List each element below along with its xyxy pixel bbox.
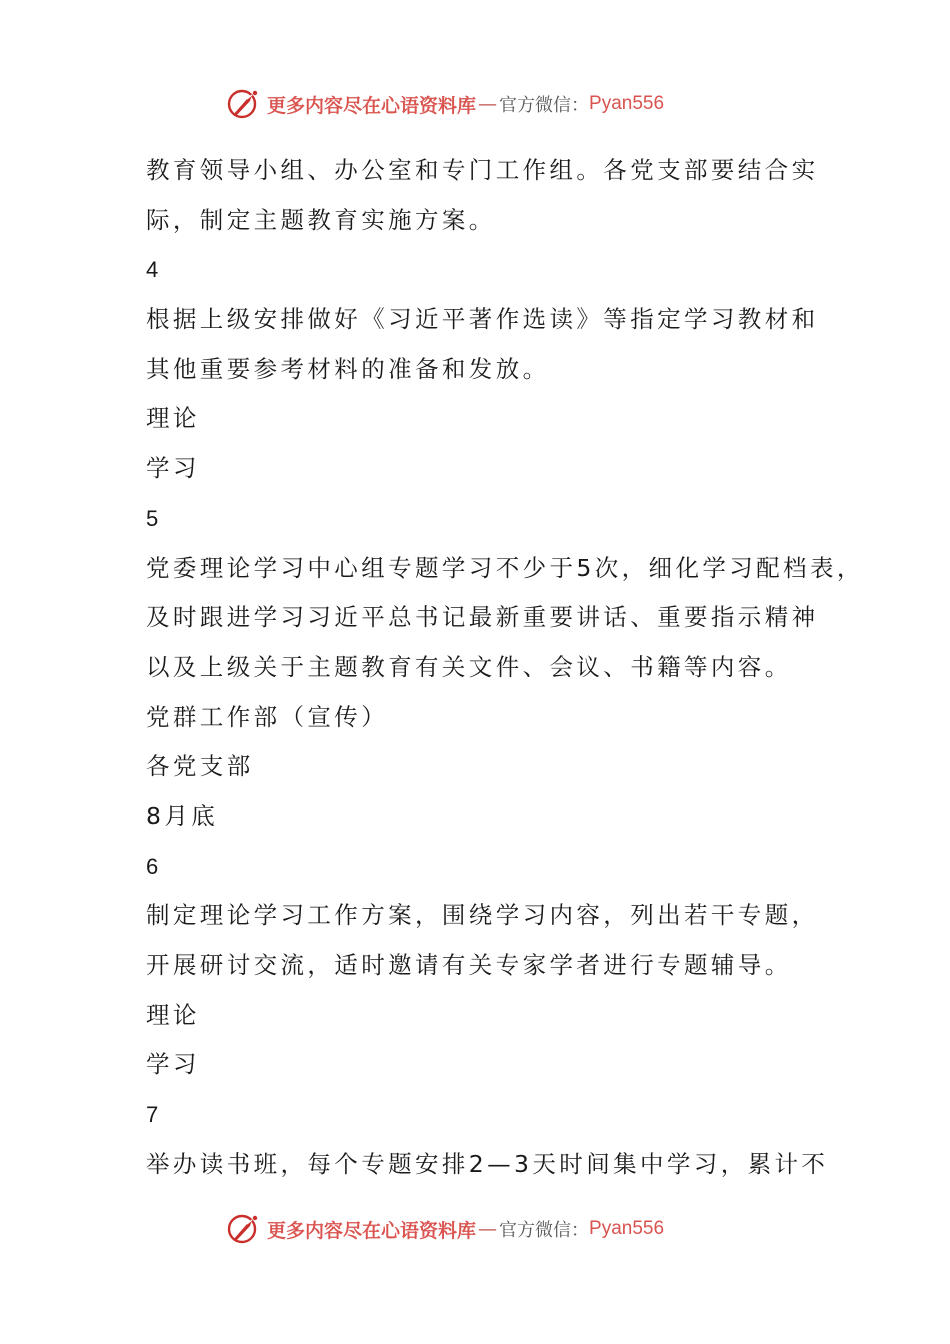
watermark-dash: — [478, 1218, 498, 1240]
watermark-wechat-id: Pyan556 [589, 93, 665, 114]
body-line: 制定理论学习工作方案，围绕学习内容，列出若干专题， [146, 901, 819, 930]
body-line: 开展研讨交流，适时邀请有关专家学者进行专题辅导。 [146, 951, 792, 979]
body-line: 及时跟进学习习近平总书记最新重要讲话、重要指示精神 [146, 603, 819, 632]
document-body [146, 146, 864, 1189]
pen-nib-logo-icon [225, 1210, 263, 1248]
body-line: 各党支部 [146, 752, 254, 781]
footer-watermark [225, 1209, 664, 1249]
item-number: 4 [146, 257, 159, 283]
body-line: 党群工作部（宣传） [146, 702, 389, 731]
watermark-main-text: 更多内容尽在心语资料库 [267, 94, 477, 117]
item-number: 7 [146, 1102, 159, 1128]
body-line: 8月底 [146, 801, 219, 830]
body-line: 学习 [146, 1050, 200, 1079]
watermark-label: 官方微信： [499, 1220, 590, 1241]
body-line: 根据上级安排做好《习近平著作选读》等指定学习教材和 [146, 305, 819, 334]
body-line: 理论 [146, 404, 200, 433]
body-line: 党委理论学习中心组专题学习不少于5次，细化学习配档表， [146, 553, 864, 582]
header-watermark [225, 84, 664, 124]
item-number: 5 [146, 505, 159, 531]
body-line: 际，制定主题教育实施方案。 [146, 205, 496, 234]
watermark-main-text: 更多内容尽在心语资料库 [267, 1219, 477, 1242]
body-line: 其他重要参考材料的准备和发放。 [146, 354, 550, 383]
body-line: 教育领导小组、办公室和专门工作组。各党支部要结合实 [146, 156, 819, 184]
body-line: 举办读书班，每个专题安排2—3天时间集中学习，累计不 [146, 1149, 829, 1178]
body-line: 学习 [146, 454, 200, 483]
item-number: 6 [146, 853, 159, 879]
watermark-dash: — [478, 93, 498, 115]
body-line: 理论 [146, 1000, 200, 1029]
watermark-label: 官方微信： [499, 95, 590, 116]
watermark-wechat-id: Pyan556 [589, 1218, 665, 1239]
body-line: 以及上级关于主题教育有关文件、会议、书籍等内容。 [146, 652, 792, 681]
pen-nib-logo-icon [225, 85, 263, 123]
